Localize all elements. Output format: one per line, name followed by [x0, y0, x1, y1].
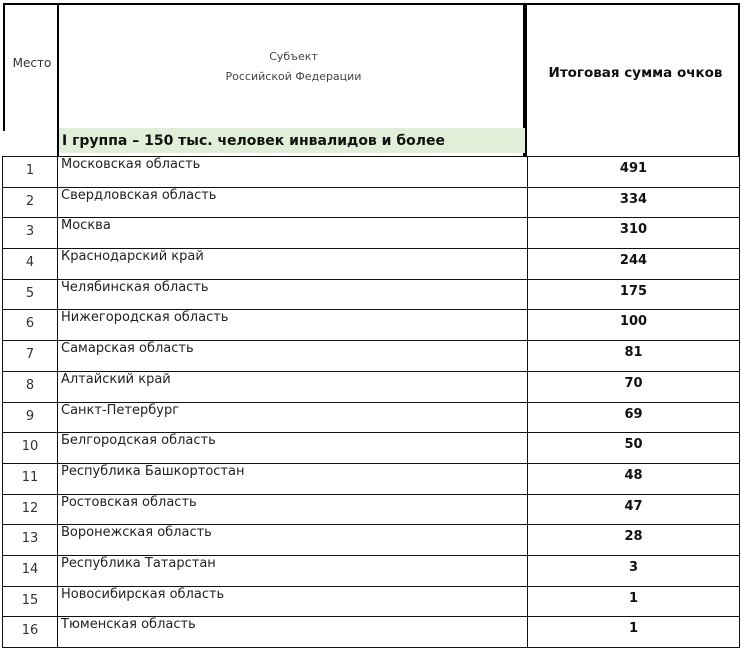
row-subject-name: Московская область — [58, 157, 528, 188]
table-row — [3, 157, 740, 188]
row-place: 4 — [3, 249, 58, 280]
row-subject-name: Тюменская область — [58, 617, 528, 648]
row-total: 3 — [528, 555, 740, 586]
row-subject-name: Санкт-Петербург — [58, 402, 528, 433]
table-row — [3, 218, 740, 249]
row-place: 8 — [3, 371, 58, 402]
ranking-table-body — [3, 157, 740, 648]
row-place: 16 — [3, 617, 58, 648]
row-total: 1 — [528, 586, 740, 617]
table-row — [3, 187, 740, 218]
row-total: 47 — [528, 494, 740, 525]
row-total: 48 — [528, 463, 740, 494]
column-header-total: Итоговая сумма очков — [548, 65, 723, 81]
column-header-subject-line1: Субъект — [269, 50, 318, 63]
row-place: 12 — [3, 494, 58, 525]
table-row — [3, 617, 740, 648]
row-subject-name: Воронежская область — [58, 525, 528, 556]
group-label: I группа – 150 тыс. человек инвалидов и более — [59, 128, 525, 153]
row-subject-name: Ростовская область — [58, 494, 528, 525]
row-subject-name: Свердловская область — [58, 187, 528, 218]
row-total: 28 — [528, 525, 740, 556]
table-row — [3, 249, 740, 280]
table-row — [3, 555, 740, 586]
table-row — [3, 310, 740, 341]
column-header-subject — [62, 3, 525, 131]
row-place: 15 — [3, 586, 58, 617]
column-header-place: Место — [12, 56, 52, 70]
header-left-border — [3, 3, 5, 131]
row-total: 491 — [528, 157, 740, 188]
row-total: 81 — [528, 341, 740, 372]
row-subject-name: Краснодарский край — [58, 249, 528, 280]
row-place: 1 — [3, 157, 58, 188]
table-row — [3, 371, 740, 402]
row-total: 50 — [528, 433, 740, 464]
table-row — [3, 279, 740, 310]
row-total: 1 — [528, 617, 740, 648]
row-subject-name: Новосибирская область — [58, 586, 528, 617]
row-total: 310 — [528, 218, 740, 249]
row-place: 3 — [3, 218, 58, 249]
row-subject-name: Республика Башкортостан — [58, 463, 528, 494]
row-subject-name: Москва — [58, 218, 528, 249]
ranking-table — [2, 156, 740, 648]
table-row — [3, 494, 740, 525]
row-subject-name: Алтайский край — [58, 371, 528, 402]
row-place: 10 — [3, 433, 58, 464]
row-place: 13 — [3, 525, 58, 556]
row-place: 6 — [3, 310, 58, 341]
row-place: 5 — [3, 279, 58, 310]
column-header-subject-line2: Российской Федерации — [225, 70, 362, 83]
row-place: 9 — [3, 402, 58, 433]
row-subject-name: Белгородская область — [58, 433, 528, 464]
table-row — [3, 402, 740, 433]
row-total: 244 — [528, 249, 740, 280]
row-total: 100 — [528, 310, 740, 341]
table-row — [3, 525, 740, 556]
row-subject-name: Самарская область — [58, 341, 528, 372]
row-subject-name: Челябинская область — [58, 279, 528, 310]
row-total: 334 — [528, 187, 740, 218]
table-row — [3, 463, 740, 494]
row-total: 69 — [528, 402, 740, 433]
table-row — [3, 586, 740, 617]
table-row — [3, 341, 740, 372]
row-subject-name: Республика Татарстан — [58, 555, 528, 586]
row-place: 14 — [3, 555, 58, 586]
row-place: 11 — [3, 463, 58, 494]
row-subject-name: Нижегородская область — [58, 310, 528, 341]
row-total: 175 — [528, 279, 740, 310]
table-row — [3, 433, 740, 464]
row-place: 7 — [3, 341, 58, 372]
row-place: 2 — [3, 187, 58, 218]
row-total: 70 — [528, 371, 740, 402]
